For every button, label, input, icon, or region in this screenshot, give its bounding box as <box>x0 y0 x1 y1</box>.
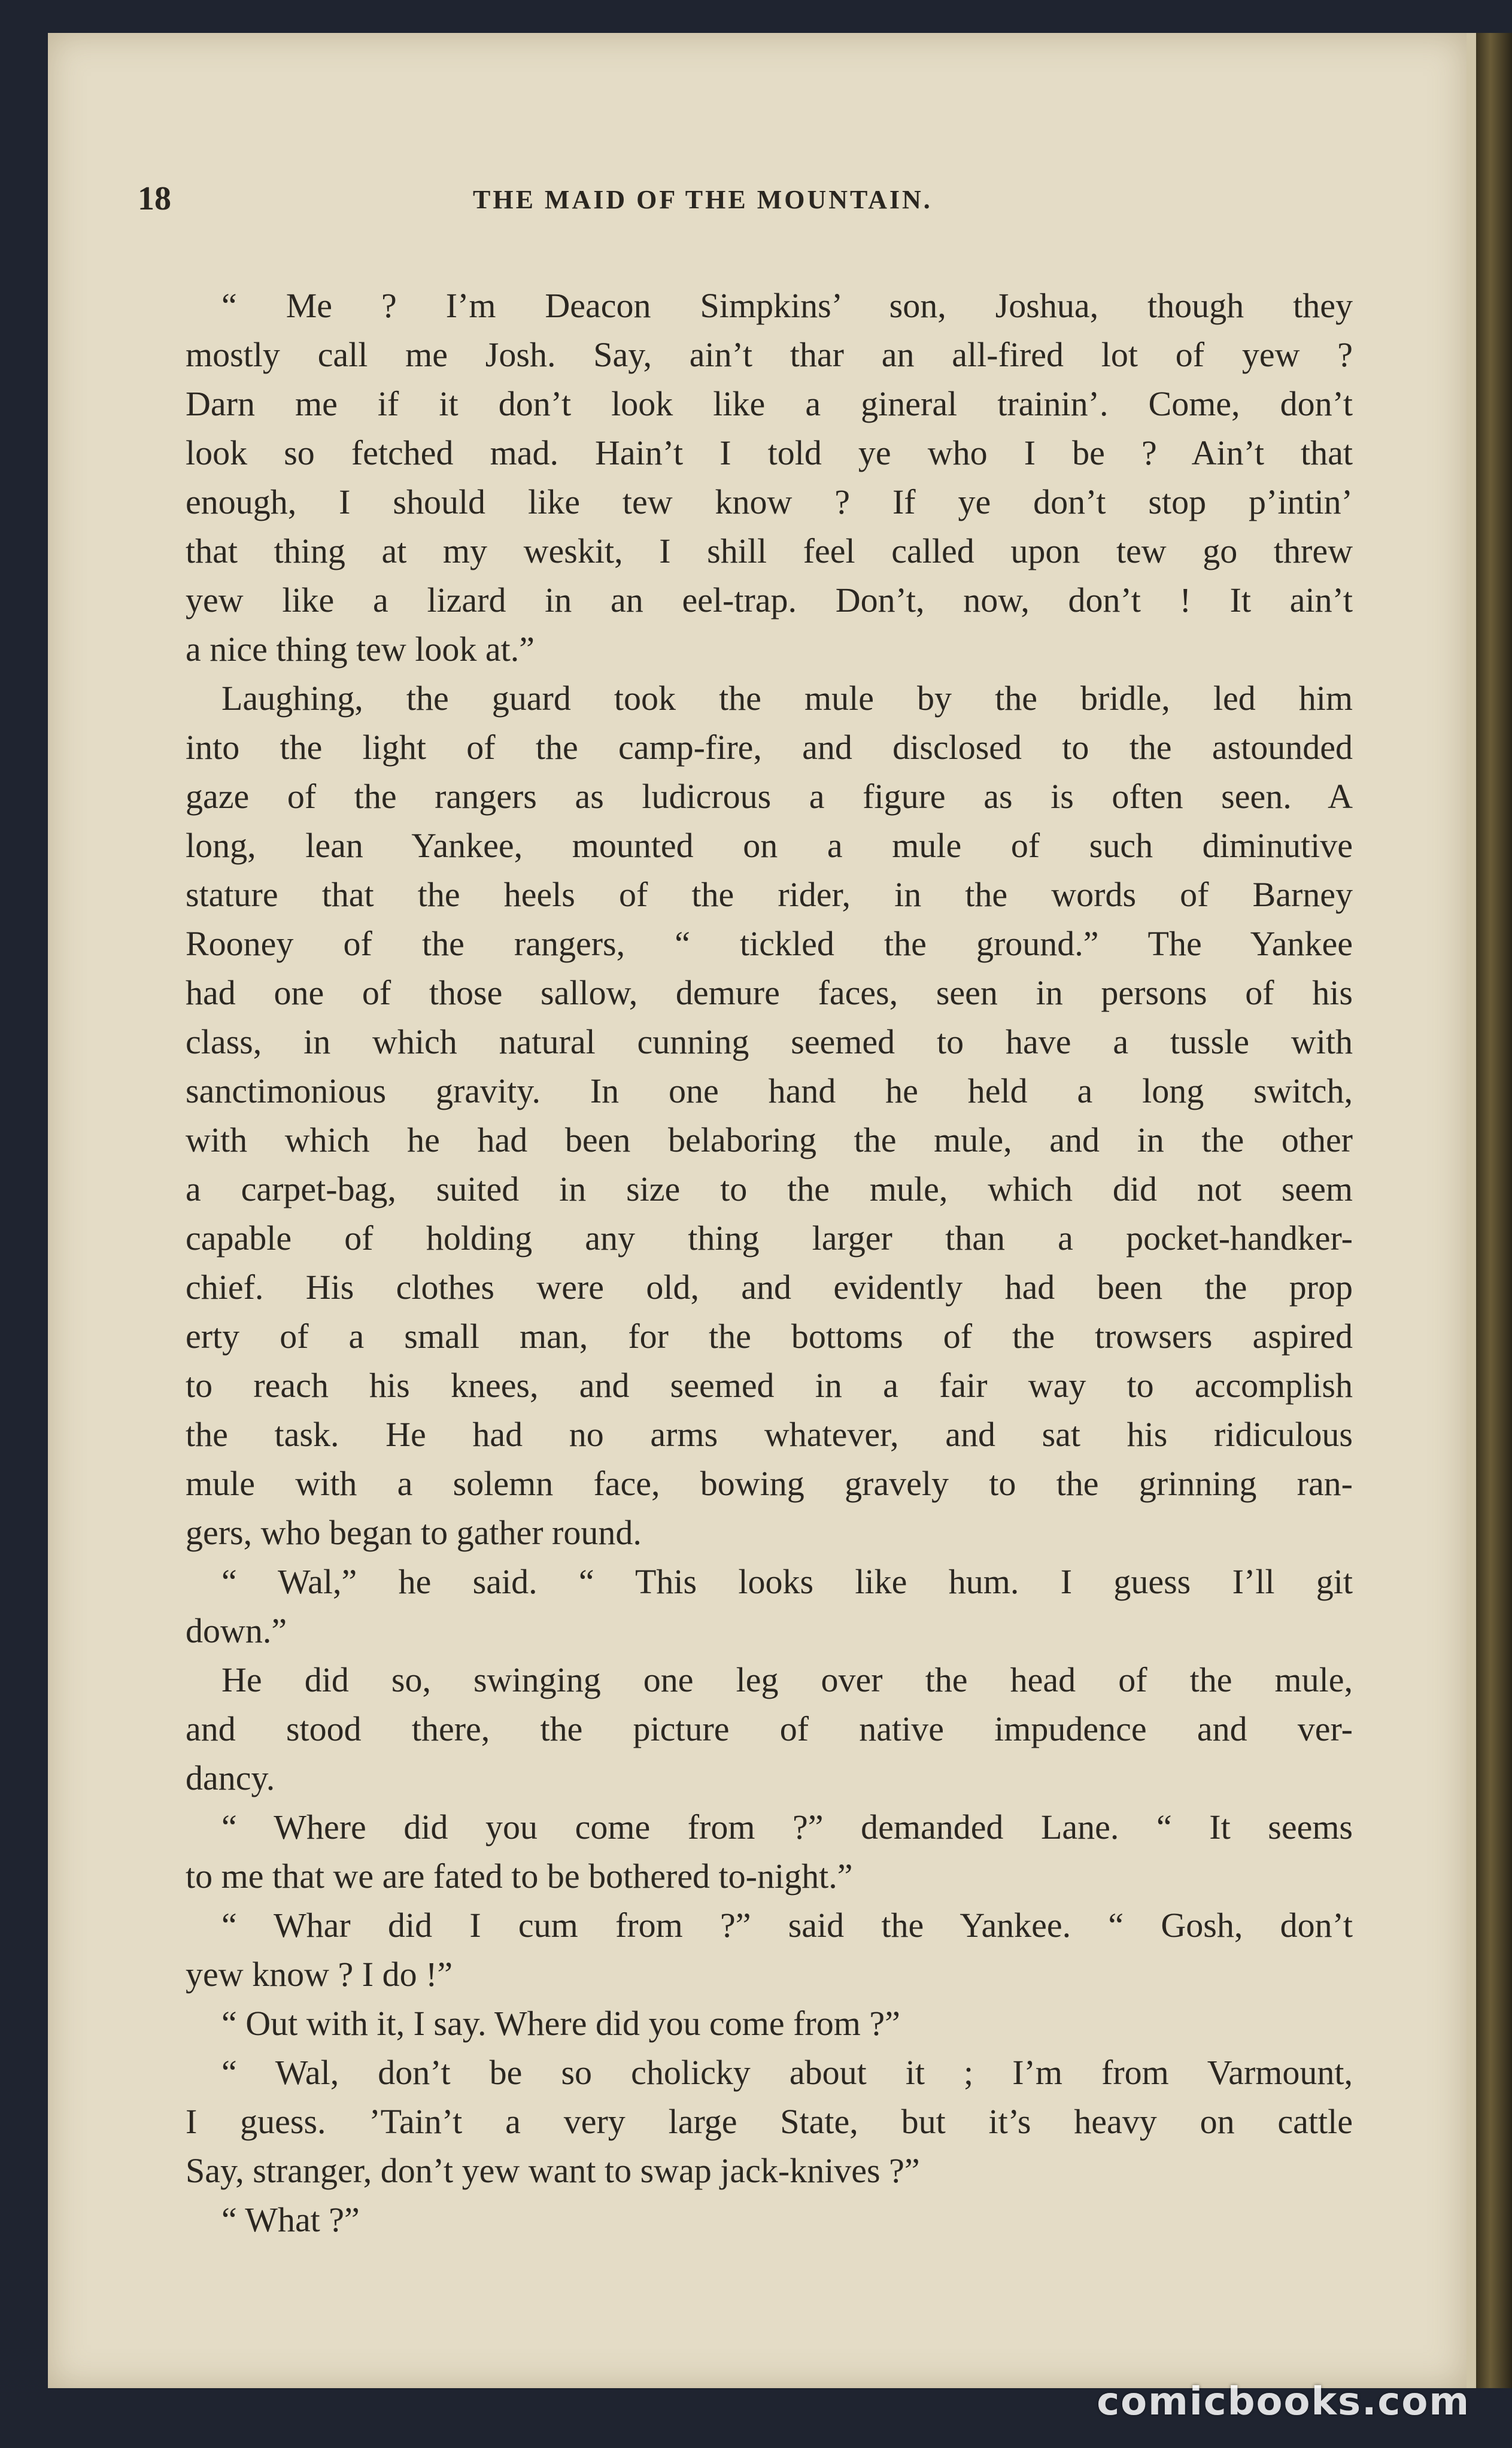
text-line: Darn me if it don’t look like a gineral trainin’. Come, don’t <box>186 384 1353 423</box>
text-line: yew like a lizard in an eel-trap. Don’t, now, don’t ! It ain’t <box>186 581 1353 619</box>
text-line: gaze of the rangers as ludicrous a figure as is often seen. A <box>186 777 1353 816</box>
text-line: erty of a small man, for the bottoms of the trowsers aspired <box>186 1317 1353 1356</box>
text-line: “ Me ? I’m Deacon Simpkins’ son, Joshua, though they <box>221 286 1353 325</box>
text-line: down.” <box>186 1611 287 1650</box>
text-line: dancy. <box>186 1758 275 1797</box>
page-header <box>138 180 1335 251</box>
text-line: enough, I should like tew know ? If ye don’t stop p’intin’ <box>186 482 1353 521</box>
text-line: sanctimonious gravity. In one hand he held a long switch, <box>186 1071 1353 1110</box>
text-line: mule with a solemn face, bowing gravely to the grinning ran- <box>186 1464 1353 1503</box>
text-line: Laughing, the guard took the mule by the bridle, led him <box>221 679 1353 718</box>
text-line: a nice thing tew look at.” <box>186 630 535 669</box>
text-line: “ What ?” <box>221 2200 360 2239</box>
watermark: comicbooks.com <box>1097 2380 1470 2424</box>
running-title: THE MAID OF THE MOUNTAIN. <box>473 185 933 214</box>
text-line: class, in which natural cunning seemed to have a tussle with <box>186 1022 1353 1061</box>
text-line: I guess. ’Tain’t a very large State, but it’s heavy on cattle <box>186 2102 1353 2141</box>
text-line: to reach his knees, and seemed in a fair way to accomplish <box>186 1366 1353 1405</box>
text-line: look so fetched mad. Hain’t I told ye who I be ? Ain’t that <box>186 433 1353 472</box>
text-line: “ Whar did I cum from ?” said the Yankee. “ Gosh, don’t <box>221 1906 1353 1945</box>
text-line: He did so, swinging one leg over the head of the mule, <box>221 1660 1353 1699</box>
text-line: to me that we are fated to be bothered to-night.” <box>186 1857 853 1896</box>
text-line: capable of holding any thing larger than a pocket-handker- <box>186 1219 1353 1258</box>
text-line: with which he had been belaboring the mule, and in the other <box>186 1120 1353 1159</box>
text-line: chief. His clothes were old, and evidently had been the prop <box>186 1268 1353 1307</box>
text-line: Rooney of the rangers, “ tickled the ground.” The Yankee <box>186 924 1353 963</box>
text-line: a carpet-bag, suited in size to the mule, which did not seem <box>186 1170 1353 1208</box>
text-line: that thing at my weskit, I shill feel called upon tew go threw <box>186 531 1353 570</box>
text-line: yew know ? I do !” <box>186 1955 453 1994</box>
text-line: into the light of the camp-fire, and disclosed to the astounded <box>186 728 1353 767</box>
text-line: the task. He had no arms whatever, and sat his ridiculous <box>186 1415 1353 1454</box>
text-line: gers, who began to gather round. <box>186 1513 642 1552</box>
text-line: had one of those sallow, demure faces, seen in persons of his <box>186 973 1353 1012</box>
text-line: “ Out with it, I say. Where did you come from ?” <box>221 2004 900 2043</box>
text-line: Say, stranger, don’t yew want to swap jack-knives ?” <box>186 2151 920 2190</box>
page-number: 18 <box>138 180 171 217</box>
text-line: long, lean Yankee, mounted on a mule of such diminutive <box>186 826 1353 865</box>
text-line: and stood there, the picture of native impudence and ver- <box>186 1709 1353 1748</box>
page-edge <box>1476 33 1512 2388</box>
text-line: “ Wal,” he said. “ This looks like hum. I guess I’ll git <box>221 1562 1353 1601</box>
text-line: “ Where did you come from ?” demanded Lane. “ It seems <box>221 1808 1353 1846</box>
text-line: “ Wal, don’t be so cholicky about it ; I’m from Varmount, <box>221 2053 1353 2092</box>
text-line: stature that the heels of the rider, in the words of Barney <box>186 875 1353 914</box>
text-line: mostly call me Josh. Say, ain’t thar an all-fired lot of yew ? <box>186 335 1353 374</box>
body-text <box>186 281 1353 2244</box>
